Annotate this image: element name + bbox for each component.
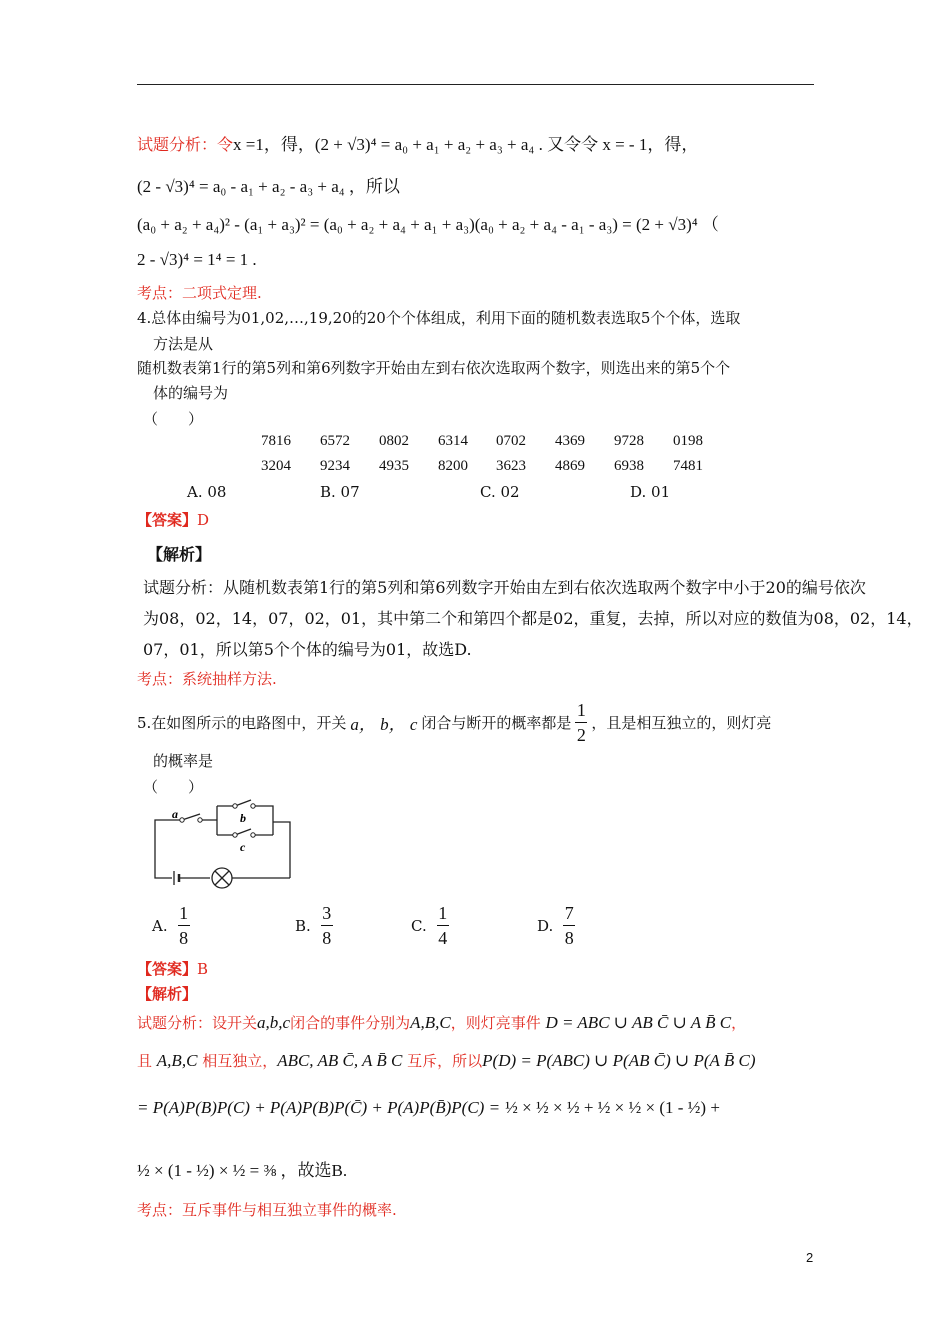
- option-letter: B.: [295, 916, 311, 935]
- option-fraction: $\frac{1}{4}$: [438, 903, 448, 948]
- table-cell: 0702: [496, 433, 526, 449]
- table-cell: 4869: [555, 458, 585, 474]
- q3-line2: (2 - √3)⁴ = a₀ - a₁ + a₂ - a₃ + a₄ ，所以: [137, 177, 400, 196]
- table-cell: 3204: [261, 458, 291, 474]
- q5-stem2: 的概率是: [153, 752, 214, 770]
- answer-tag: 【答案】: [137, 511, 198, 529]
- q4-stem2: 方法是从: [153, 335, 214, 353]
- q3-line1-math: x =1，得，(2 + √3)⁴ = a₀ + a₁ + a₂ + a₃ + a₄ . 又令令 x = - 1，得，: [233, 135, 699, 154]
- table-cell: 4935: [379, 458, 409, 474]
- circuit-diagram: [150, 798, 295, 893]
- q4-analysis-tag: 【解析】: [147, 545, 212, 564]
- header-rule: [137, 84, 814, 85]
- q5-kaodian: 考点：互斥事件与相互独立事件的概率.: [137, 1201, 397, 1219]
- answer-tag: 【答案】: [137, 960, 198, 978]
- switch-b-label: b: [240, 811, 246, 825]
- frac-den: 2: [576, 725, 586, 745]
- q4-option-d: D. 01: [630, 483, 671, 501]
- table-cell: 0198: [673, 433, 703, 449]
- q4-kaodian: 考点：系统抽样方法.: [137, 670, 277, 688]
- q4-analysis2: 为08，02，14，07，02，01，其中第二个和第四个都是02，重复，去掉，所以对应的数值为08，02，14，: [143, 609, 923, 628]
- q4-analysis3: 07，01，所以第5个个体的编号为01，故选D.: [143, 640, 472, 659]
- q4-analysis1: 试题分析：从随机数表第1行的第5列和第6列数字开始由左到右依次选取两个数字中小于20的编号依次: [143, 578, 866, 597]
- half-fraction: [575, 700, 587, 745]
- q5-answer: [137, 958, 208, 979]
- page-number: 2: [806, 1250, 814, 1265]
- q5-option-a: [152, 903, 190, 948]
- q4-stem3: 随机数表第1行的第5列和第6列数字开始由左到右依次选取两个数字，则选出来的第5个个: [137, 359, 731, 377]
- option-fraction: $\frac{1}{8}$: [179, 903, 189, 948]
- q5-stem1a: 5.在如图所示的电路图中，开关: [137, 714, 347, 732]
- q4-stem4: 体的编号为: [153, 384, 229, 402]
- q3-analysis-label: 试题分析：令: [137, 135, 234, 154]
- q3-line1: [137, 130, 698, 155]
- table-cell: 3623: [496, 458, 526, 474]
- q5-analysis4: ½ × (1 - ½) × ½ = ⅜ ，故选B.: [137, 1161, 348, 1180]
- q4-stem1: 4.总体由编号为01,02,…,19,20的20个个体组成，利用下面的随机数表选取5个个体，选取: [137, 309, 741, 327]
- option-fraction: $\frac{3}{8}$: [322, 903, 332, 948]
- table-cell: 6938: [614, 458, 644, 474]
- table-cell: 4369: [555, 433, 585, 449]
- switch-a-label: a: [172, 807, 178, 821]
- switch-c-label: c: [240, 840, 246, 854]
- option-fraction: $\frac{7}{8}$: [564, 903, 574, 948]
- q3-line3: (a₀ + a₂ + a₄)² - (a₁ + a₃)² = (a₀ + a₂ + a₄ + a₁ + a₃)(a₀ + a₂ + a₄ - a₁ - a₃) = (2 + √3)⁴ （: [137, 215, 719, 234]
- table-cell: 9728: [614, 433, 644, 449]
- q5-analysis-tag: 【解析】: [137, 985, 198, 1003]
- q5-paren: （ ）: [143, 778, 204, 796]
- q5-option-b: [295, 903, 333, 948]
- table-cell: 7816: [261, 433, 291, 449]
- q4-option-a: A. 08: [187, 483, 227, 501]
- q5-option-c: [411, 903, 449, 948]
- q4-option-b: B. 07: [320, 483, 360, 501]
- q3-kaodian: 考点：二项式定理.: [137, 284, 262, 302]
- table-cell: 0802: [379, 433, 409, 449]
- q5-stem1: [137, 700, 771, 745]
- table-cell: 7481: [673, 458, 703, 474]
- q5-analysis1: 试题分析：设开关a,b,c闭合的事件分别为A,B,C，则灯亮事件 D = ABC ∪ AB C̄ ∪ A B̄ C，: [137, 1013, 747, 1032]
- option-letter: A.: [152, 916, 168, 935]
- q5-stem1c: 闭合与断开的概率都是: [421, 714, 572, 732]
- q5-analysis2: 且 A,B,C 相互独立，ABC, AB C̄, A B̄ C 互斥，所以P(D) = P(ABC) ∪ P(AB C̄) ∪ P(A B̄ C): [137, 1051, 756, 1070]
- q3-line4: 2 - √3)⁴ = 1⁴ = 1 .: [137, 250, 257, 269]
- option-letter: C.: [411, 916, 427, 935]
- q5-switch-vars: a， b， c: [350, 715, 418, 734]
- table-cell: 6314: [438, 433, 468, 449]
- q5-stem1d: ，且是相互独立的，则灯亮: [591, 714, 772, 732]
- answer-value: D: [197, 511, 210, 529]
- answer-value: B: [197, 960, 209, 978]
- option-letter: D.: [537, 916, 554, 935]
- table-cell: 9234: [320, 458, 350, 474]
- frac-num: 1: [576, 700, 586, 720]
- q4-option-c: C. 02: [480, 483, 520, 501]
- q4-paren: （ ）: [143, 410, 204, 428]
- q4-answer: [137, 509, 209, 530]
- table-cell: 6572: [320, 433, 350, 449]
- q5-analysis3: = P(A)P(B)P(C) + P(A)P(B)P(C̄) + P(A)P(B̄)P(C) = ½ × ½ × ½ + ½ × ½ × (1 - ½) +: [137, 1098, 720, 1117]
- q5-option-d: [537, 903, 575, 948]
- table-cell: 8200: [438, 458, 468, 474]
